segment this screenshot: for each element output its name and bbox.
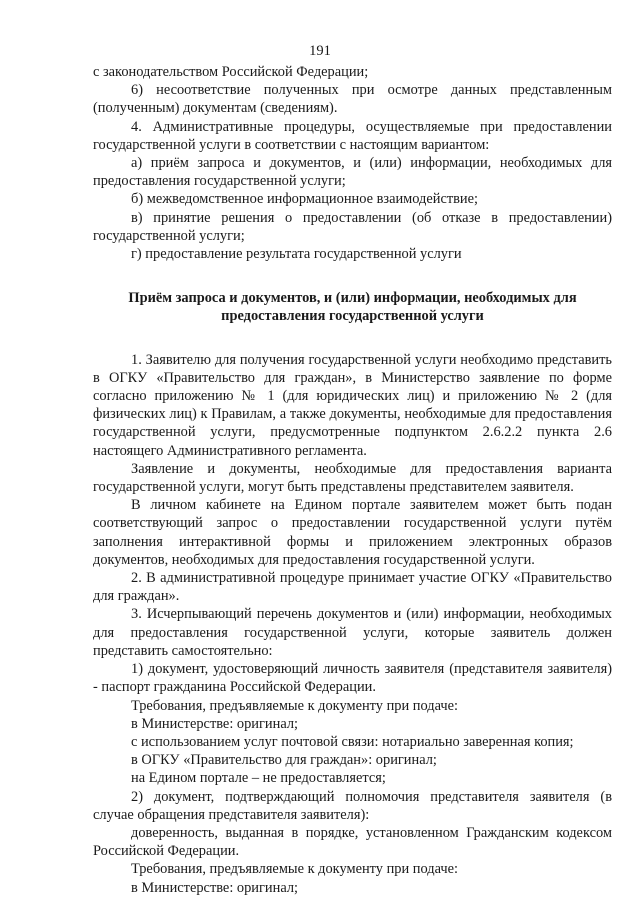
paragraph: Заявление и документы, необходимые для предоставления варианта государственной услуги, могут быть представлены представителем заявителя. <box>93 460 612 496</box>
document-body <box>93 63 612 897</box>
paragraph: 2. В административной процедуре принимает участие ОГКУ «Правительство для граждан». <box>93 570 612 605</box>
paragraph: с использованием услуг почтовой связи: нотариально заверенная копия; <box>131 733 574 750</box>
paragraph: в ОГКУ «Правительство для граждан»: оригинал; <box>131 752 437 769</box>
section-heading-line: Приём запроса и документов, и (или) информации, необходимых для <box>128 290 577 307</box>
paragraph: 4. Административные процедуры, осуществляемые при предоставлении государственной услуги в соответствии с настоящим вариантом: <box>93 118 612 153</box>
page-number: 191 <box>309 43 331 59</box>
paragraph: в Министерстве: оригинал; <box>131 879 299 896</box>
paragraph: в Министерстве: оригинал; <box>131 715 299 732</box>
paragraph: 6) несоответствие полученных при осмотре данных представленным (полученным) документам (сведениям). <box>93 82 612 117</box>
paragraph: 1) документ, удостоверяющий личность заявителя (представителя заявителя) - паспорт гражданина Российской Федерации. <box>93 661 612 696</box>
paragraph: на Едином портале – не предоставляется; <box>131 770 386 787</box>
paragraph: 2) документ, подтверждающий полномочия представителя заявителя (в случае обращения представителя заявителя): <box>93 788 612 823</box>
paragraph: с законодательством Российской Федерации; <box>93 64 369 80</box>
paragraph: В личном кабинете на Едином портале заявителем может быть подан соответствующий запрос о предоставлении государственной услуги путём заполнения интерактивной формы и приложением электронных образов документов, необходимых для предоставления государственной услуги. <box>93 497 612 568</box>
paragraph: б) межведомственное информационное взаимодействие; <box>131 191 479 208</box>
section-heading-line: предоставления государственной услуги <box>221 308 484 325</box>
paragraph: 3. Исчерпывающий перечень документов и (или) информации, необходимых для предоставления государственной услуги, которые заявитель должен представить самостоятельно: <box>93 606 612 659</box>
paragraph: а) приём запроса и документов, и (или) информации, необходимых для предоставления государственной услуги; <box>93 155 612 190</box>
section-heading <box>93 289 612 325</box>
paragraph: г) предоставление результата государственной услуги <box>131 246 462 263</box>
paragraph: 1. Заявителю для получения государственной услуги необходимо представить в ОГКУ «Правительство для граждан», в Министерство заявление по форме согласно приложению № 1 (для юридических лиц) и приложению № 2 (для физических лиц) к Правилам, а также документы, необходимые для предоставления государственной услуги, предусмотренные подпунктом 2.6.2.2 пункта 2.6 настоящего Административного регламента. <box>93 351 612 459</box>
paragraph: Требования, предъявляемые к документу при подаче: <box>131 861 458 878</box>
paragraph: в) принятие решения о предоставлении (об отказе в предоставлении) государственной услуги; <box>93 209 612 244</box>
paragraph: доверенность, выданная в порядке, установленном Гражданским кодексом Российской Федерации. <box>93 824 612 860</box>
paragraph: Требования, предъявляемые к документу при подаче: <box>131 697 458 714</box>
